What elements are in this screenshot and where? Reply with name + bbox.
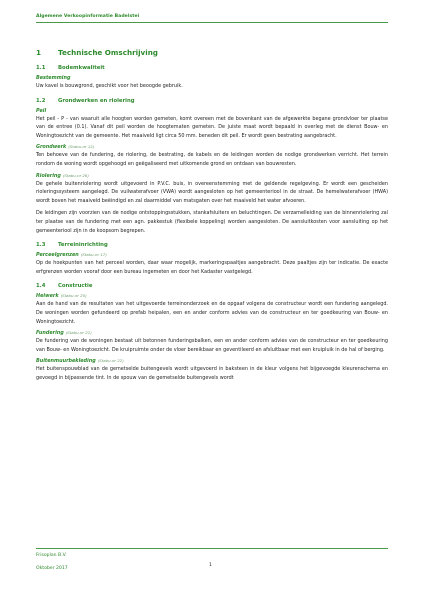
stabu-reference: (Stabu-nr 22) [97, 358, 124, 364]
subsection-title: Bestemming [36, 75, 71, 81]
body-paragraph: Ten behoeve van de fundering, de riolering, de bestrating, de kabels en de leidingen worden de nodige grondwerken verricht. Het terrein rondom de woning wordt opgehoogd en geëgaliseerd met uitkomende grond en ontdaan van bouwresten. [36, 152, 388, 167]
subsection-title: Fundering [36, 330, 64, 337]
subsection-heading [36, 330, 388, 336]
section-number: 1.2 [36, 97, 46, 104]
section-title: Bodemkwaliteit [58, 65, 105, 71]
chapter-number: 1 [36, 48, 42, 57]
subsection-heading [36, 108, 388, 114]
section-heading [36, 65, 388, 71]
section-number: 1.3 [36, 242, 46, 249]
body-paragraph: De leidingen zijn voorzien van de nodige ontstoppingsstukken, stankafsluiters en beluchtingen. De verzamelleiding van de binnenriolering zal ter plaatse van de fundering met een agn. pakkestuk (flexibele koppeling) worden aangesloten. De aansluitkosten voor aansluiting op het gemeenteriool zijn in de koopsom begrepen. [36, 210, 388, 234]
body-paragraph: De gehele buitenriolering wordt uitgevoerd in P.V.C. buis, in overeenstemming met de geldende regelgeving. Er wordt een gescheiden rioleringssysteem aangelegd. De vuilwaterafvoer (VWA) wordt aangesloten op het gemeenteriool in de straat. De hemelwaterafvoer (HWA) wordt boven het maaiveld beëindigd en zal daarmiddel van matsgaten over het maaiveld het water afvoeren. [36, 180, 388, 204]
stabu-reference: (Stabu-nr 12) [68, 144, 95, 150]
document-body [36, 48, 388, 386]
footer-date: Oktober 2017 [36, 566, 68, 571]
subsection-heading [36, 252, 388, 258]
body-paragraph: Op de hoekpunten van het perceel worden, daar waar mogelijk, markeringspaaltjes aangebracht. Deze paaltjes zijn ter indicatie. De exacte erfgrenzen worden vooraf door een bureau ingemeten en door het Kadaster vastgelegd. [36, 260, 388, 275]
subsection-heading [36, 358, 388, 364]
subsection-title: Heiwerk [36, 293, 59, 300]
section-number: 1.1 [36, 65, 46, 71]
stabu-reference: (Stabu-nr 20) [60, 293, 87, 299]
subsection-title: Riolering [36, 172, 61, 179]
subsection-heading [36, 173, 388, 179]
chapter-heading [36, 48, 388, 57]
section-heading [36, 98, 388, 104]
body-paragraph: Het peil - P - van waaruit alle hoogten worden gemeten, komt overeen met de bovenkant van de afgewerkte begane grondvloer ter plaatse van de entree (0.1). Vanaf dit peil worden de hoogtematen gemeten. De juiste maat wordt bepaald in overleg met de dienst Bouw- en Woningtoezicht van de gemeente. Het maaiveld ligt circa 50 mm. beneden dit peil. Er wordt geen bestrating aangebracht. [36, 115, 388, 139]
stabu-reference: (Stabu-nr 21) [65, 330, 92, 336]
section-heading [36, 283, 388, 289]
running-header: Algemene Verkoopinformatie Badelstei [36, 14, 140, 19]
header-divider [36, 22, 388, 23]
stabu-reference: (Stabu-nr 26) [62, 172, 89, 178]
body-paragraph: Uw kavel is bouwgrond, geschikt voor het beoogde gebruik. [36, 83, 183, 89]
section-title: Grondwerken en riolering [58, 97, 135, 104]
page-number: 1 [209, 563, 212, 568]
subsection-title: Buitenmuurbekleding [36, 358, 96, 365]
subsection-heading [36, 293, 388, 299]
section-heading [36, 242, 388, 248]
footer-company: Frisoplan B.V. [36, 553, 67, 558]
body-paragraph: Aan de hand van de resultaten van het uitgevoerde terreinonderzoek en de opgaaf volgens de constructeur wordt een fundering aangelegd. De woningen worden gefundeerd op prefab heipalen, een en ander conform advies van de constructeur en ter goedkeuring van Bouw- en Woningtoezicht. [36, 301, 388, 325]
stabu-reference: (Stabu-nr 17) [80, 252, 107, 258]
section-title: Terreininrichting [58, 242, 108, 249]
body-paragraph: Het buitenspouwblad van de gemetselde buitengevels wordt uitgevoerd in baksteen in de kleur volgens het bijgevoegde kleurenschema en gevoegd in bijpassende tint. In de spouw van de gemetselde buitengevels wordt [36, 366, 388, 381]
chapter-title: Technische Omschrijving [58, 48, 158, 57]
subsection-heading [36, 75, 388, 81]
subsection-title: Grondwerk [36, 144, 67, 151]
subsection-heading [36, 144, 388, 150]
body-paragraph: De fundering van de woningen bestaat uit betonnen funderingsbalken, een en ander conform advies van de constructeur en ter goedkeuring van Bouw- en Woningtoezicht. De kruipruimte onder de vloer bereikbaar en geventileerd en afsluitbaar met een kruipluik in de hal of berging. [36, 338, 388, 353]
section-number: 1.4 [36, 283, 46, 290]
footer-divider [36, 548, 388, 549]
subsection-title: Peil [36, 107, 47, 114]
section-title: Constructie [58, 283, 93, 290]
subsection-title: Perceelgrenzen [36, 252, 79, 259]
